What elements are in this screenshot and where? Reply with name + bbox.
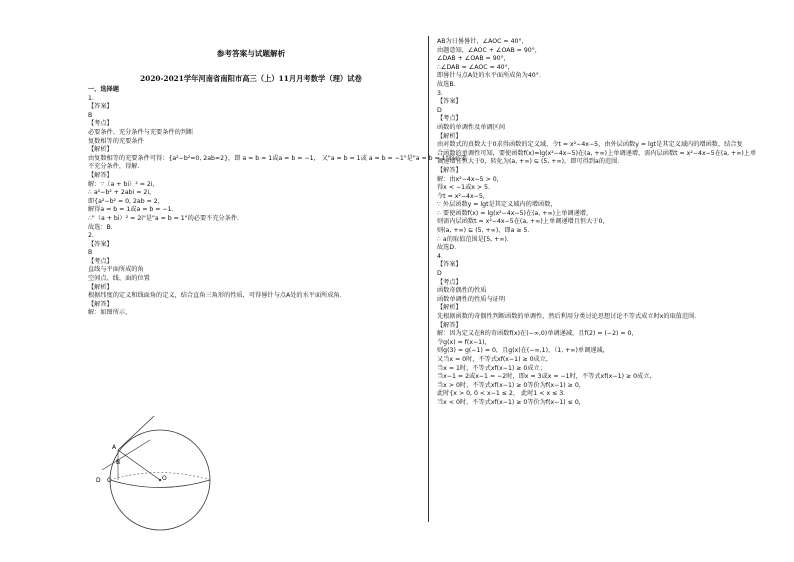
text-line: 函数单调性的性质与证明 <box>437 295 506 303</box>
text-line: 【考点】 <box>88 120 113 128</box>
text-line: ∵ 外层函数y = lgt是其定义域内的增函数， <box>437 201 557 209</box>
text-line: 解：∵（a + bi）² = 2i， <box>88 180 159 188</box>
column-divider <box>428 36 429 522</box>
text-line: 调递增且恒大于0，转化为(a, +∞) ⊆ (5, +∞)，即可得到a的范围． <box>437 158 624 166</box>
text-line: 合函数的单调性可知，要使函数f(x)=lg(x²−4x−5)在(a, +∞)上单调递增，需内层函数t = x²−4x−5在(a, +∞)上单 <box>437 149 757 157</box>
text-line: 即{a²−b² = 0, 2ab = 2， <box>88 197 164 205</box>
text-line: 4. <box>437 252 443 260</box>
text-line: 函数奇偶性的性质 <box>437 287 487 295</box>
text-line: 由复数相等的充要条件可得：{a²−b²=0, 2ab=2}，即 a = b = 1或a = b = −1， 又"a = b = 1或 a = b = −1"是"a = b = 1"的必要 <box>88 154 467 162</box>
text-line: 得x < −1或x > 5． <box>437 184 495 192</box>
label-a: A <box>112 444 117 451</box>
text-line: ∠DAB + ∠OAB = 90°， <box>437 55 510 63</box>
text-line: 【解析】 <box>437 304 462 312</box>
text-line: 根据纬度的定义和线面角的定义，结合直角三角形的性质，可得晷针与点A处的水平面所成角． <box>88 292 346 300</box>
text-line: ∴ 要使函数f(x) = lg(x²−4x−5)在(a, +∞)上单调递增， <box>437 209 593 217</box>
text-line: 当x > 0时，不等式xf(x−1) ≥ 0等价为f(x−1) ≥ 0， <box>437 381 585 389</box>
text-line: 故选：B． <box>88 223 117 231</box>
text-line: 当x = 1时，不等式xf(x−1) ≥ 0成立； <box>437 364 546 372</box>
exam-subtitle: 2020-2021学年河南省南阳市高三（上）11月月考数学（理）试卷 <box>140 74 362 83</box>
text-line: 直线与平面所成的角 <box>88 266 144 274</box>
text-line: 不充分条件，得解． <box>88 163 144 171</box>
text-line: 又当x = 0时，不等式xf(x−1) ≥ 0成立， <box>437 355 553 363</box>
text-line: 当x−1 = 2或x−1 = −2时，即x = 3或x = −1时，不等式xf(x−1) ≥ 0成立， <box>437 373 656 381</box>
text-line: 【解答】 <box>88 171 113 179</box>
text-line: 【答案】 <box>437 261 462 269</box>
text-line: 【答案】 <box>437 98 462 106</box>
gnomon-line <box>118 416 154 450</box>
text-line: B <box>88 249 93 257</box>
label-b: B <box>116 459 121 466</box>
text-line: 空间点、线、面的位置 <box>88 275 150 283</box>
radius-line <box>118 450 160 480</box>
text-line: 此时{x > 0, 0 < x−1 ≤ 2， 此时1 < x ≤ 3． <box>437 390 570 398</box>
center-point <box>159 479 161 481</box>
label-d: D <box>96 477 101 484</box>
document-title: 参考答案与试题解析 <box>216 49 286 58</box>
text-line: 【解答】 <box>88 300 113 308</box>
text-line: 3. <box>437 89 443 97</box>
text-line: 故选B． <box>437 80 460 88</box>
text-line: ∴ a²−b² + 2abi = 2i， <box>88 189 156 197</box>
sphere-diagram <box>88 410 218 540</box>
text-line: 则g(3) = g(−1) = 0，且g(x)在(−∞,1)，（1, +∞)单调递减， <box>437 347 609 355</box>
text-line: 先根据函数的奇偶性判断函数的单调性，然后利用分类讨论思想讨论不等式成立时x的取值范围． <box>437 313 701 320</box>
text-line: 则(a, +∞) ⊆ (5, +∞)，即a ≥ 5． <box>437 227 534 235</box>
text-line: 【考点】 <box>437 115 462 123</box>
text-line: 【解答】 <box>437 166 462 174</box>
text-line: 【解析】 <box>437 132 462 140</box>
right-column <box>437 38 767 408</box>
text-line: 即晷针与点A处的水平面所成角为40°． <box>437 72 546 80</box>
text-line: AB为日晷晷针，∠AOC = 40°， <box>437 38 528 45</box>
text-line: 【解析】 <box>88 283 113 291</box>
text-line: 1. <box>88 94 94 102</box>
text-line: B <box>88 111 93 119</box>
text-line: 由对数式的真数大于0求得函数的定义域，令t = x²−4x−5，由外层函数y = lgt是其定义域内的增函数，结合复 <box>437 141 743 149</box>
text-line: D <box>437 106 442 114</box>
text-line: 解：如图所示， <box>88 309 132 317</box>
text-line: 解得a = b = 1或a = b = −1． <box>88 206 178 214</box>
text-line: 【答案】 <box>88 103 113 111</box>
text-line: 令t = x²−4x−5， <box>437 192 489 200</box>
text-line: 【解析】 <box>88 146 113 154</box>
text-line: ∴ a的取值范围是[5, +∞)． <box>437 235 514 243</box>
text-line: 【考点】 <box>88 257 113 265</box>
text-line: 故选D． <box>437 244 461 252</box>
text-line: 【考点】 <box>437 278 462 286</box>
text-line: 由题意知，∠AOC + ∠OAB = 90°， <box>437 46 541 54</box>
horizontal-plane-line <box>102 440 150 470</box>
text-line: 令g(x) = f(x−1)， <box>437 338 491 346</box>
label-c: C <box>107 477 112 484</box>
label-o: O <box>162 475 167 482</box>
text-line: 当x < 0时，不等式xf(x−1) ≥ 0等价为f(x−1) ≤ 0， <box>437 398 585 406</box>
text-line: 复数相等的充要条件 <box>88 137 144 145</box>
right-body <box>437 38 767 408</box>
section-heading: 一、选择题 <box>88 86 119 93</box>
text-line: 则需内层函数t = x²−4x−5在(a, +∞)上单调递增且恒大于0， <box>437 218 609 226</box>
text-line: ∴"（a + bi）² = 2i"是"a = b = 1"的必要不充分条件． <box>88 214 244 222</box>
text-line: 解：由x²−4x−5 > 0， <box>437 175 503 183</box>
text-line: 必要条件、充分条件与充要条件的判断 <box>88 128 194 136</box>
text-line: 函数的单调性及单调区间 <box>437 123 506 131</box>
text-line: 2. <box>88 232 94 240</box>
text-line: 【答案】 <box>88 240 113 248</box>
text-line: ∴∠DAB = ∠AOC = 40°， <box>437 63 514 71</box>
text-line: 【解答】 <box>437 321 462 329</box>
text-line: D <box>437 270 442 278</box>
text-line: 解：因为定义在R的奇函数f(x)在(−∞,0)单调递减，且f(2) = (−2) = 0， <box>437 330 638 338</box>
